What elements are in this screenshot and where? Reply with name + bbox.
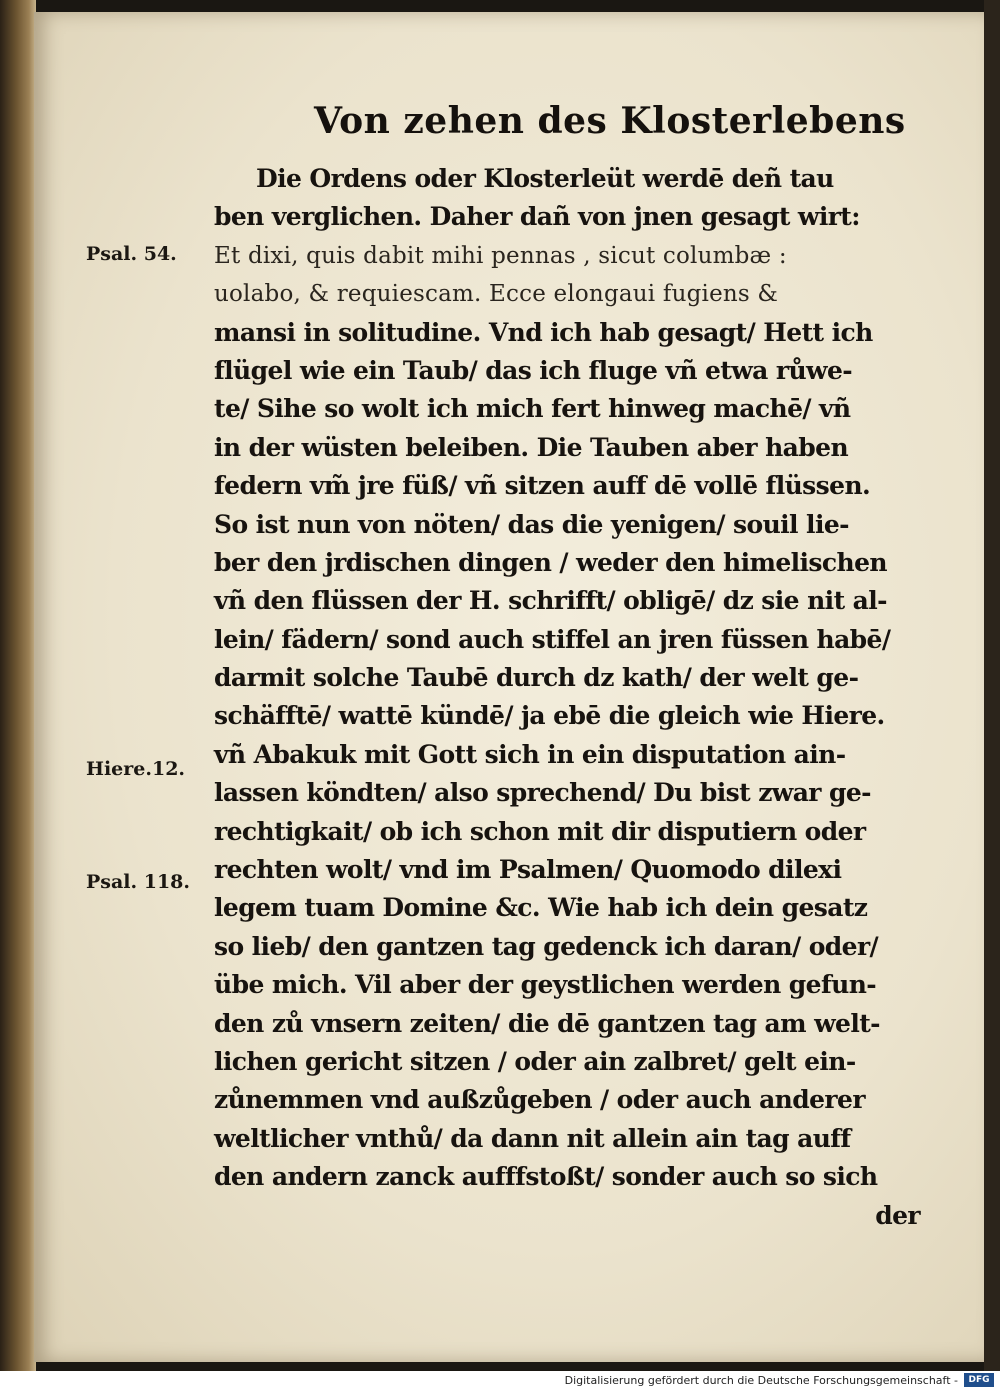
text-line: vñ Abakuk mit Gott sich in ein disputation ain- xyxy=(214,739,846,769)
right-edge xyxy=(984,0,1000,1371)
text-line: weltlicher vnthů/ da dann nit allein ain tag auff xyxy=(214,1123,851,1153)
text-line: So ist nun von nöten/ das die yenigen/ souil lie- xyxy=(214,509,849,539)
text-line: den zů vnsern zeiten/ die dē gantzen tag am welt- xyxy=(214,1008,880,1038)
text-line: lichen gericht sitzen / oder ain zalbret/ gelt ein- xyxy=(214,1046,856,1076)
text-line: in der wüsten beleiben. Die Tauben aber haben xyxy=(214,432,849,462)
catchword: der xyxy=(875,1200,920,1230)
text-line: mansi in solitudine. Vnd ich hab gesagt/ Hett ich xyxy=(214,317,873,347)
text-line: den andern zanck aufffstoßt/ sonder auch so sich xyxy=(214,1162,878,1192)
body-text xyxy=(214,160,934,1235)
footer-credit: Digitalisierung gefördert durch die Deutsche Forschungsgemeinschaft - xyxy=(564,1374,958,1387)
text-line: schäfftē/ wattē kündē/ ja ebē die gleich wie Hiere. xyxy=(214,701,885,731)
dfg-logo-icon: DFG xyxy=(964,1373,994,1387)
footer-bar xyxy=(0,1371,1000,1391)
text-line: ber den jrdischen dingen / weder den himelischen xyxy=(214,547,887,577)
book-edge xyxy=(0,0,36,1371)
text-line: darmit solche Taubē durch dz kath/ der welt ge- xyxy=(214,663,859,693)
text-line: so lieb/ den gantzen tag gedenck ich daran/ oder/ xyxy=(214,931,879,961)
text-line: legem tuam Domine &c. Wie hab ich dein gesatz xyxy=(214,893,868,923)
text-line: Et dixi, quis dabit mihi pennas , sicut columbæ : xyxy=(214,242,787,269)
marginal-note: Psal. 54. xyxy=(86,243,177,265)
text-line: lein/ fädern/ sond auch stiffel an jren füssen habē/ xyxy=(214,624,891,654)
text-line: lassen köndten/ also sprechend/ Du bist zwar ge- xyxy=(214,778,871,808)
text-line: rechten wolt/ vnd im Psalmen/ Quomodo dilexi xyxy=(214,855,842,885)
text-line: rechtigkait/ ob ich schon mit dir disputiern oder xyxy=(214,816,866,846)
text-line: ben verglichen. Daher dañ von jnen gesagt wirt: xyxy=(214,202,860,232)
marginal-note: Psal. 118. xyxy=(86,871,191,893)
text-line: übe mich. Vil aber der geystlichen werden gefun- xyxy=(214,970,877,1000)
text-line: zůnemmen vnd außzůgeben / oder auch anderer xyxy=(214,1085,865,1115)
text-line: vñ den flüssen der H. schrifft/ obligē/ dz sie nit al- xyxy=(214,586,887,616)
text-line: uolabo, & requiescam. Ecce elongaui fugiens & xyxy=(214,281,779,308)
text-line: Die Ordens oder Klosterleüt werdē deñ tau xyxy=(256,164,834,193)
marginal-note: Hiere.12. xyxy=(86,758,186,780)
text-line: flügel wie ein Taub/ das ich fluge vñ etwa růwe- xyxy=(214,355,853,385)
text-line: te/ Sihe so wolt ich mich fert hinweg machē/ vñ xyxy=(214,394,851,424)
page-title: Von zehen des Klosterlebens xyxy=(314,100,906,142)
text-line: federn vm̃ jre füß/ vñ sitzen auff dē vollē flüssen. xyxy=(214,471,871,501)
